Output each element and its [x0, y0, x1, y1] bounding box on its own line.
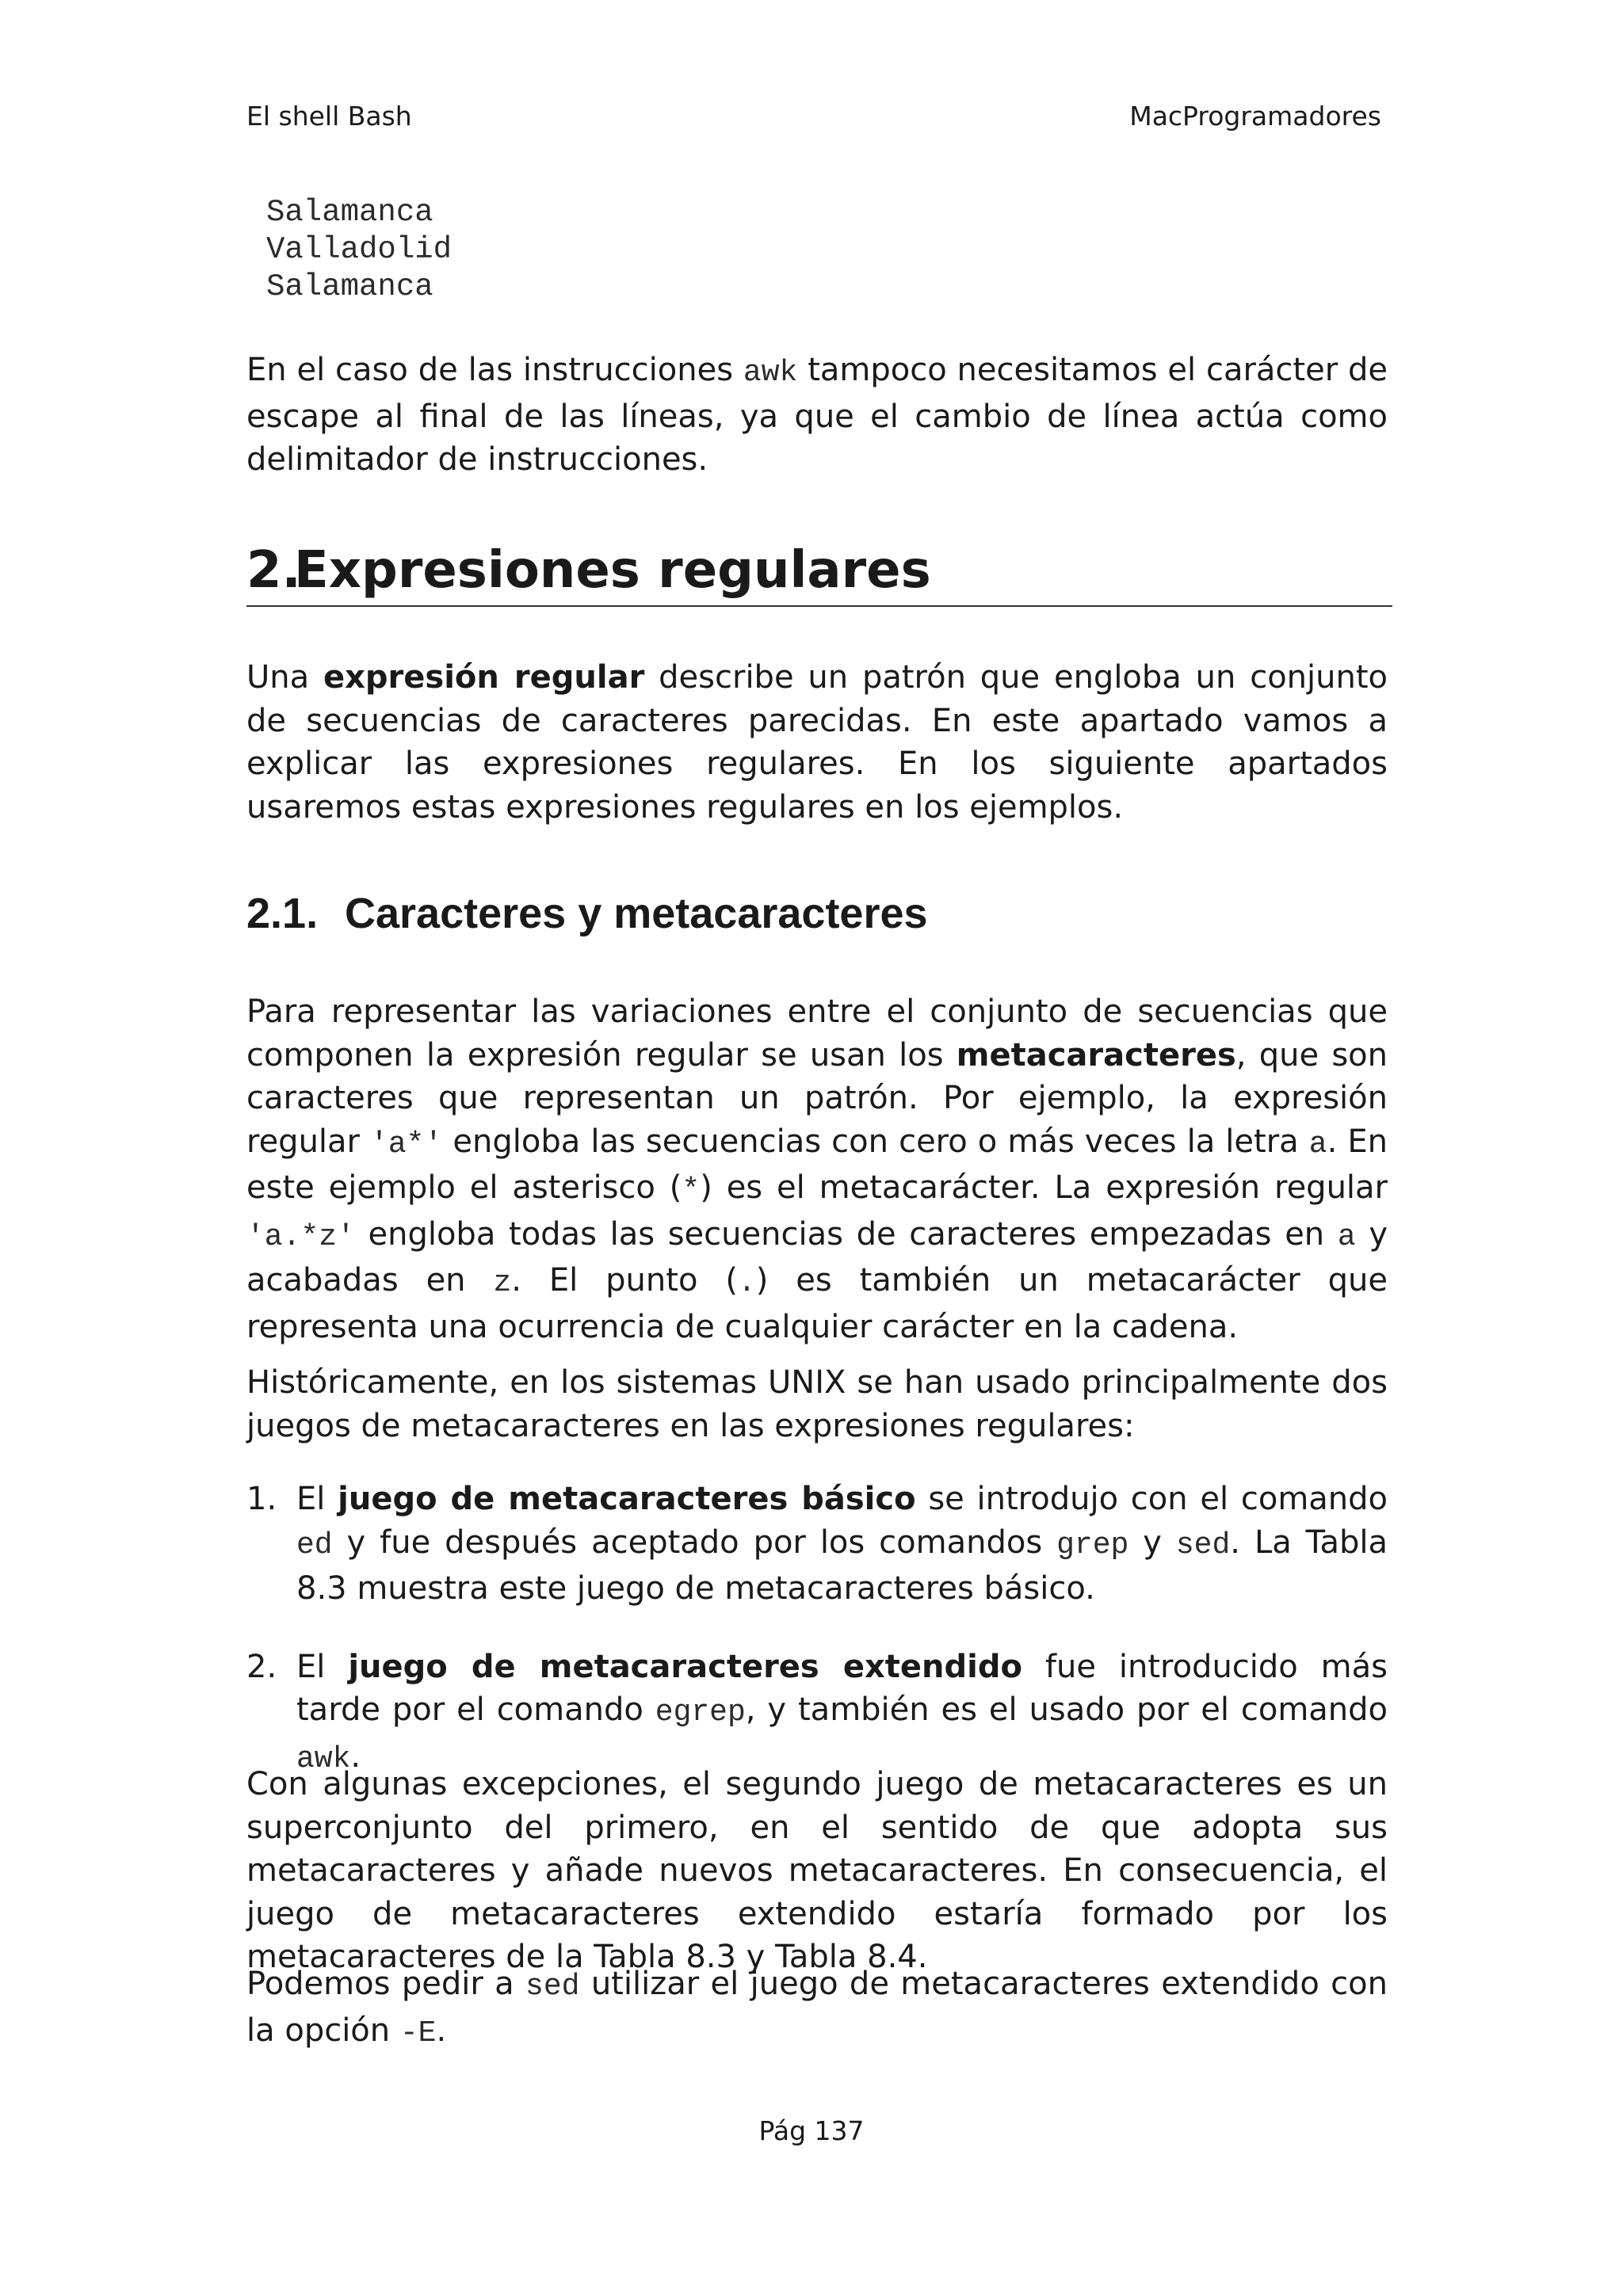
inline-code: . [737, 1266, 756, 1300]
inline-code: awk [296, 1741, 351, 1776]
intro-paragraph: En el caso de las instrucciones awk tampoco necesitamos el carácter de escape al final de las líneas, ya que el cambio de línea actúa como delimitador de instrucciones. [246, 352, 1388, 478]
list-item: 1. El juego de metacaracteres básico se introdujo con el comando ed y fue después aceptado por los comandos grep y sed. La Tabla 8.3 muestra este juego de metacaracteres básico. [246, 1478, 1388, 1611]
inline-code: sed [1175, 1527, 1231, 1562]
running-header-left: El shell Bash [246, 101, 412, 132]
intro-paragraph-block [246, 349, 1388, 482]
section-intro-block [246, 656, 1388, 829]
paragraph-metacharacters: Para representar las variaciones entre el conjunto de secuencias que componen la expresión regular se usan los metacaracteres, que son caracteres que representan un patrón. Por ejemplo, la expresión regular 'a*' engloba las secuencias con cero o más veces la letra a. En este ejemplo el asterisco (*) es el metacarácter. La expresión regular 'a.*z' engloba todas las secuencias de caracteres empezadas en a y acabadas en z. El punto (.) es también un metacarácter que representa una ocurrencia de cualquier carácter en la cadena. [246, 994, 1388, 1345]
inline-code: grep [1056, 1527, 1129, 1562]
section-paragraph: Una expresión regular describe un patrón que engloba un conjunto de secuencias de caracteres parecidas. En este apartado vamos a explicar las expresiones regulares. En los siguiente apartados usaremos estas expresiones regulares en los ejemplos. [246, 659, 1388, 826]
inline-code: awk [743, 356, 798, 390]
bold-term: metacaracteres [956, 1036, 1236, 1074]
subsection-title: Caracteres y metacaracteres [345, 890, 928, 937]
inline-code: 'a.*z' [246, 1219, 355, 1254]
page-number: Pág 137 [758, 2115, 865, 2146]
paragraph-history: Históricamente, en los sistemas UNIX se han usado principalmente dos juegos de metacaracteres en las expresiones regulares: [246, 1364, 1388, 1444]
inline-code: * [682, 1173, 701, 1207]
paragraph-history-block [246, 1361, 1388, 1447]
bold-term: expresión regular [323, 659, 645, 696]
inline-code: egrep [655, 1695, 746, 1730]
inline-code: a [1337, 1219, 1356, 1254]
inline-code: 'a*' [370, 1127, 443, 1161]
paragraph-metacharacters-block [246, 990, 1388, 1348]
subsection-number: 2.1. [246, 890, 319, 937]
running-header-right: MacProgramadores [1129, 101, 1381, 132]
section-title: Expresiones regulares [294, 541, 931, 600]
bold-term: juego de metacaracteres extendido [348, 1648, 1022, 1685]
inline-code: -E [399, 2016, 437, 2050]
list-number: 2. [246, 1648, 277, 1685]
section-number: 2. [246, 541, 301, 600]
code-line: Valladolid [266, 232, 453, 267]
subsection-heading [246, 886, 928, 941]
code-block [266, 194, 452, 306]
paragraph-superset-block [246, 1763, 1388, 1979]
paragraph-sed-option: Podemos pedir a sed utilizar el juego de metacaracteres extendido con la opción -E. [246, 1966, 1388, 2050]
section-heading [246, 539, 1392, 607]
bold-term: juego de metacaracteres básico [338, 1481, 916, 1517]
inline-code: z [493, 1266, 512, 1300]
metacharacter-set-list [246, 1478, 1388, 1781]
list-number: 1. [246, 1481, 277, 1517]
inline-code: a [1308, 1127, 1327, 1161]
paragraph-superset: Con algunas excepciones, el segundo juego de metacaracteres es un superconjunto del primero, en el sentido de que adopta sus metacaracteres y añade nuevos metacaracteres. En consecuencia, el juego de metacaracteres extendido estaría formado por los metacaracteres de la Tabla 8.3 y Tabla 8.4. [246, 1766, 1388, 1975]
list-item: 2. El juego de metacaracteres extendido fue introducido más tarde por el comando egrep, y también es el usado por el comando awk. [246, 1646, 1388, 1782]
paragraph-sed-option-block [246, 1962, 1388, 2055]
code-line: Salamanca [266, 195, 433, 230]
code-line: Salamanca [266, 269, 433, 304]
inline-code: sed [525, 1970, 580, 2004]
inline-code: ed [296, 1527, 333, 1562]
